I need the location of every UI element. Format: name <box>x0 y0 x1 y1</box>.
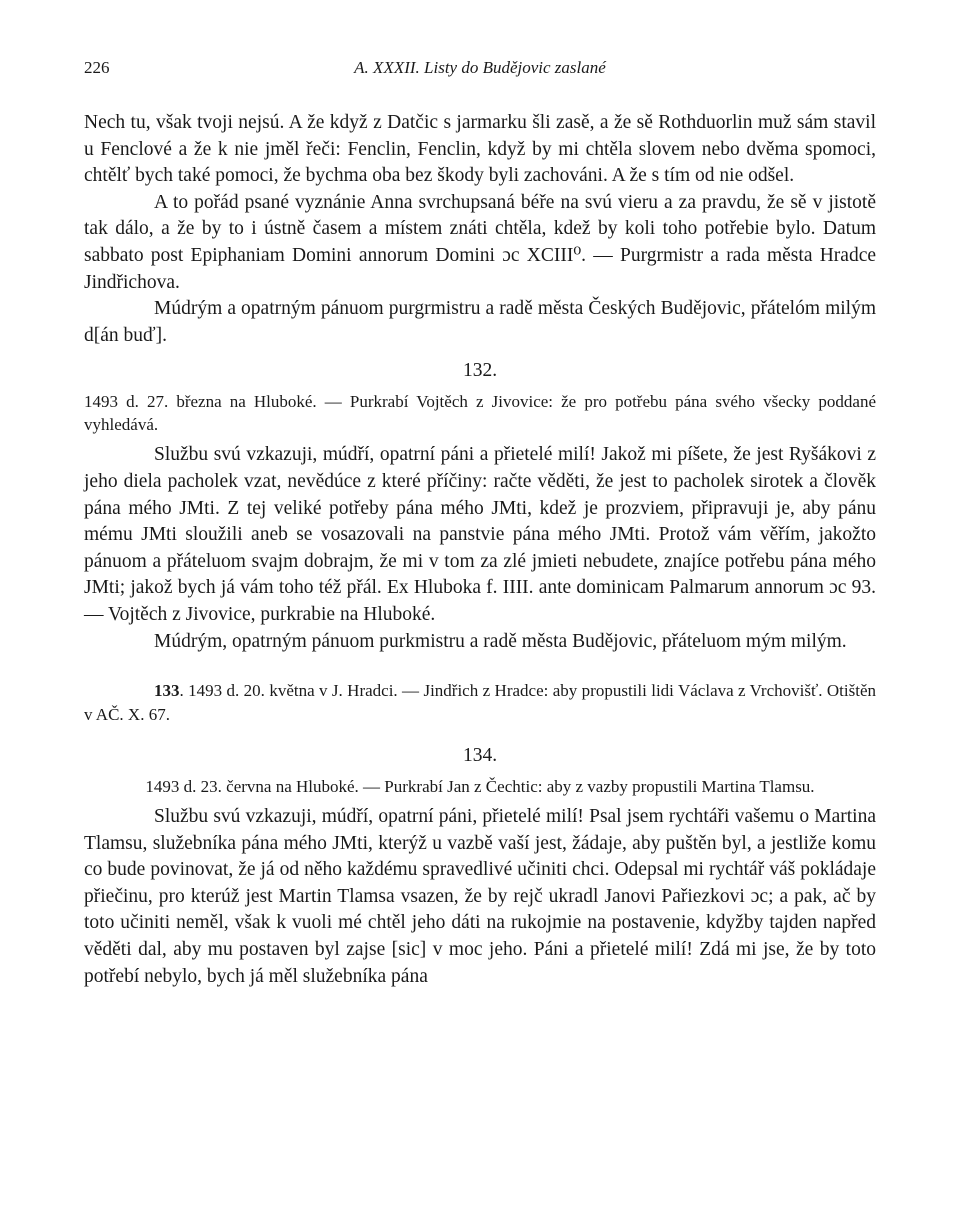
doc134-regest: 1493 d. 23. června na Hluboké. — Purkrabí Jan z Čechtic: aby z vazby propustili Martina Tlamsu. <box>145 777 815 797</box>
page-header <box>84 58 876 86</box>
doc131-paragraph-1: Nech tu, však tvoji nejsú. A že když z Datčic s jarmarku šli zasě, a že sě Rothduorlin muž sám stavil u Fenclové a že k nie jměl řeči: Fenclin, Fenclin, když by mi chtěla slovem nebo dvěma spomoci, chtělť bych také pomoci, že bychma oba bez škody byli zachováni. A že s tím od nie odšel. <box>84 112 876 187</box>
doc133-number: 133 <box>154 681 180 701</box>
doc134-number: 134. <box>462 745 498 767</box>
page-number: 226 <box>84 58 110 77</box>
doc132-text: Službu svú vzkazuji, múdří, opatrní páni a přietelé milí! Jakož mi píšete, že jest Ryšákovi z jeho diela pacholek vzat, nevědúce z které příčiny: račte věděti, že jest to pacholek sirotek a člověk pána mého JMti. Z tej veliké potřeby pána mého JMti, kdež je prozviem, připravuji je, aby pánu mému JMti sloužili aneb se vosazovali na panstvie pána mého JMti. Protož vám věřím, jakožto pánuom a přáteluom svajm dobrajm, že mi v tom za zlé jmieti nebudete, znajíce potřebu pána mého JMti; jakož bych já vám toho též přál. Ex Hluboka f. IIII. ante dominicam Palmarum annorum ɔc 93. — Vojtěch z Jivovice, purkrabie na Hluboké. <box>84 444 876 625</box>
doc133-regest: . 1493 d. 20. května v J. Hradci. — Jindřich z Hradce: aby propustili lidi Václava z Vrchovišť. Otištěn v AČ. X. 67. <box>84 681 876 725</box>
doc132-address: Múdrým, opatrným pánuom purkmistru a radě města Budějovic, přáteluom mým milým. <box>154 630 847 652</box>
doc132-regest: 1493 d. 27. března na Hluboké. — Purkrabí Vojtěch z Jivovice: že pro potřebu pána svého všecky poddané vyhledává. <box>84 392 876 435</box>
running-title: A. XXXII. Listy do Budějovic zaslané <box>354 58 606 77</box>
doc132-number: 132. <box>462 360 498 382</box>
doc131-address: Múdrým a opatrným pánuom purgrmistru a radě města Českých Budějovic, přátelóm milým d[án buď]. <box>84 298 876 346</box>
document-page <box>84 58 876 990</box>
doc131-paragraph-2: A to pořád psané vyznánie Anna svrchupsaná béře na svú vieru a za pravdu, že sě v jistotě tak dálo, a že by to i ústně časem a místem znáti chtěla, kdež by koli toho potřebie bylo. Datum sabbato post Epiphaniam Domini annorum Domini ɔc XCIII⁰. — Purgrmistr a rada města Hradce Jindřichova. <box>84 191 876 293</box>
doc134-text: Službu svú vzkazuji, múdří, opatrní páni, přietelé milí! Psal jsem rychtáři vašemu o Martina Tlamsu, služebníka pána mého JMti, kterýž u vazbě vaší jest, žádaje, aby puštěn byl, a jestliže komu co bude povinovat, že já od něho každému spravedlivé učiniti chci. Odepsal mi rychtář váš pokládaje přiečinu, pro kterúž jest Martin Tlamsa vsazen, že by rejč ukradl Janovi Pařiezkovi ɔc; a pak, ač by toto učiniti neměl, však k vuoli mé chtěl jeho dáti na rukojmie na postavenie, kdyžby tajden napřed věděti dal, aby mu postaven byl zajse [sic] v moc jeho. Páni a přietelé milí! Zdá mi jse, že by toto potřebí nebylo, bych já měl služebníka pána <box>84 806 876 987</box>
doc133-regest-entry <box>84 679 876 727</box>
